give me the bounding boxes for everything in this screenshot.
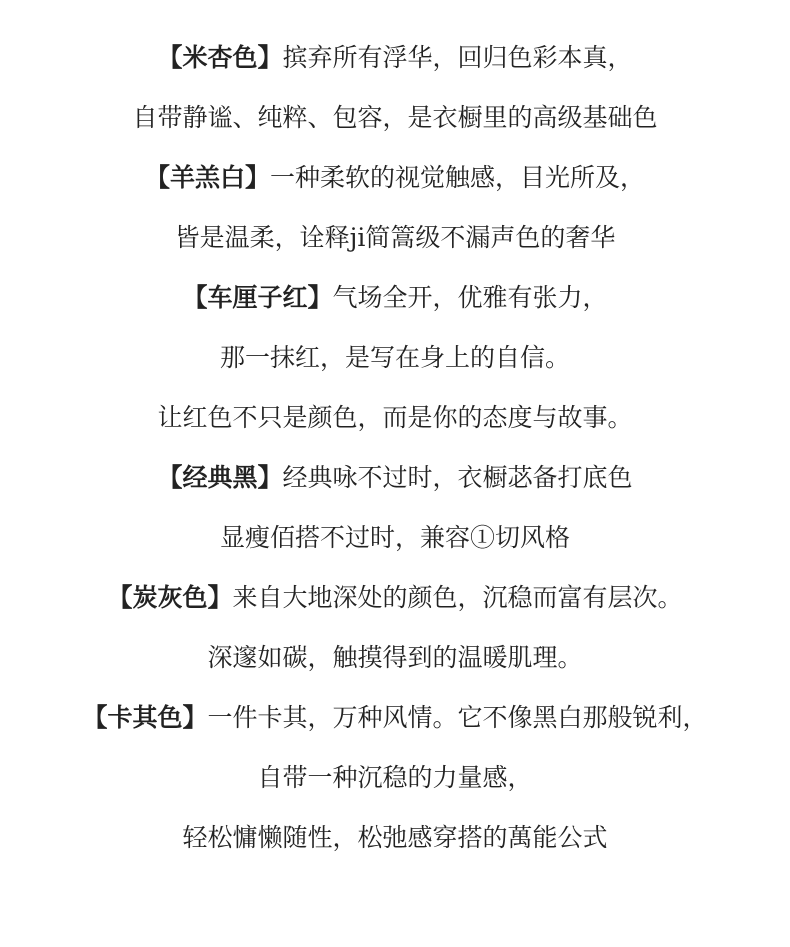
line-text: 来自大地深处的颜色，沉稳而富有层次。 xyxy=(232,583,683,612)
text-line xyxy=(0,698,790,758)
color-name-tag: 【车厘子红】 xyxy=(182,283,333,312)
text-line xyxy=(0,578,790,638)
line-text: 一种柔软的视觉触感，目光所及， xyxy=(270,163,646,192)
line-text: 皆是温柔，诠释ji简篙级不漏声色的奢华 xyxy=(174,223,616,252)
line-text: 摈弃所有浮华，回归色彩本真， xyxy=(282,43,633,72)
text-line xyxy=(0,338,790,398)
line-text: 那一抹红，是写在身上的自信。 xyxy=(219,343,570,372)
color-name-tag: 【羊羔白】 xyxy=(144,163,270,192)
line-text: 让红色不只是颜色，而是你的态度与故事。 xyxy=(157,403,633,432)
line-text: 自带一种沉稳的力量感， xyxy=(257,763,533,792)
text-line xyxy=(0,38,790,98)
text-line xyxy=(0,518,790,578)
color-name-tag: 【经典黑】 xyxy=(157,463,283,492)
line-text: 显瘦佰搭不过时，兼容①切风格 xyxy=(219,523,570,552)
color-name-tag: 【炭灰色】 xyxy=(107,583,233,612)
line-text: 自带静谧、纯粹、包容，是衣橱里的高级基础色 xyxy=(132,103,658,132)
text-line xyxy=(0,98,790,158)
line-text: 一件卡其，万种风情。它不像黑白那般锐利， xyxy=(207,703,708,732)
line-text: 深邃如碳，触摸得到的温暖肌理。 xyxy=(207,643,583,672)
line-text: 经典咏不过时，衣橱苾备打底色 xyxy=(282,463,633,492)
text-line xyxy=(0,638,790,698)
text-line xyxy=(0,278,790,338)
color-description-text xyxy=(0,38,790,878)
line-text: 轻松慵懒随性，松弛感穿搭的萬能公式 xyxy=(182,823,608,852)
text-line xyxy=(0,758,790,818)
text-line xyxy=(0,458,790,518)
color-name-tag: 【卡其色】 xyxy=(82,703,208,732)
text-line xyxy=(0,818,790,878)
text-line xyxy=(0,218,790,278)
line-text: 气场全开，优雅有张力， xyxy=(332,283,608,312)
color-name-tag: 【米杏色】 xyxy=(157,43,283,72)
text-line xyxy=(0,158,790,218)
text-line xyxy=(0,398,790,458)
